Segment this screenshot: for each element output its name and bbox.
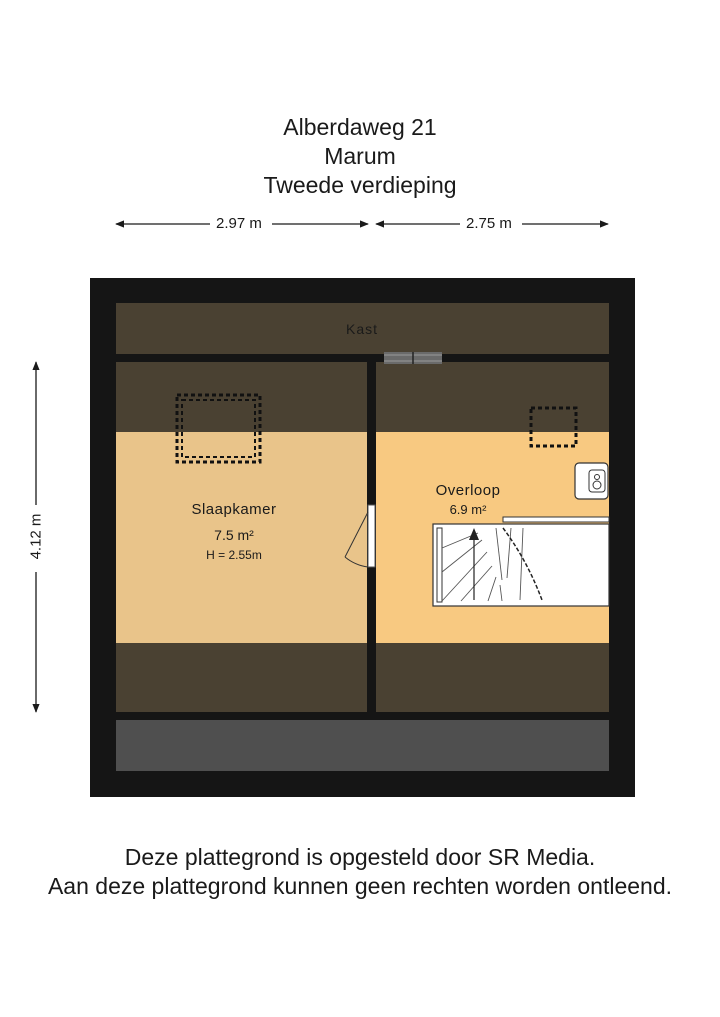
kast-label: Kast (345, 321, 378, 337)
landing-roof-top (376, 362, 609, 432)
overloop-label: Overloop (435, 482, 501, 499)
disclaimer-line-2: Aan deze plattegrond kunnen geen rechten worden ontleend. (47, 873, 673, 899)
dimension-height: 4.12 m (27, 510, 44, 564)
slaapkamer-area: 7.5 m² (214, 527, 254, 543)
bedroom-roof-top (116, 362, 367, 432)
bottom-roof-strip (116, 720, 609, 771)
boiler-unit (575, 463, 608, 499)
address-title: Alberdaweg 21 (283, 114, 437, 140)
staircase (433, 517, 609, 606)
wall-vent (384, 352, 442, 364)
floor-title: Tweede verdieping (263, 172, 457, 198)
dimension-width-left: 2.97 m (212, 215, 266, 232)
dimension-width-right: 2.75 m (462, 215, 516, 232)
landing-roof-bottom (376, 643, 609, 712)
bedroom-roof-bottom (116, 643, 367, 712)
city-title: Marum (324, 143, 396, 169)
slaapkamer-label: Slaapkamer (191, 501, 277, 518)
overloop-area: 6.9 m² (449, 502, 487, 517)
slaapkamer-height: H = 2.55m (206, 548, 262, 562)
disclaimer-line-1: Deze plattegrond is opgesteld door SR Media. (124, 844, 596, 870)
